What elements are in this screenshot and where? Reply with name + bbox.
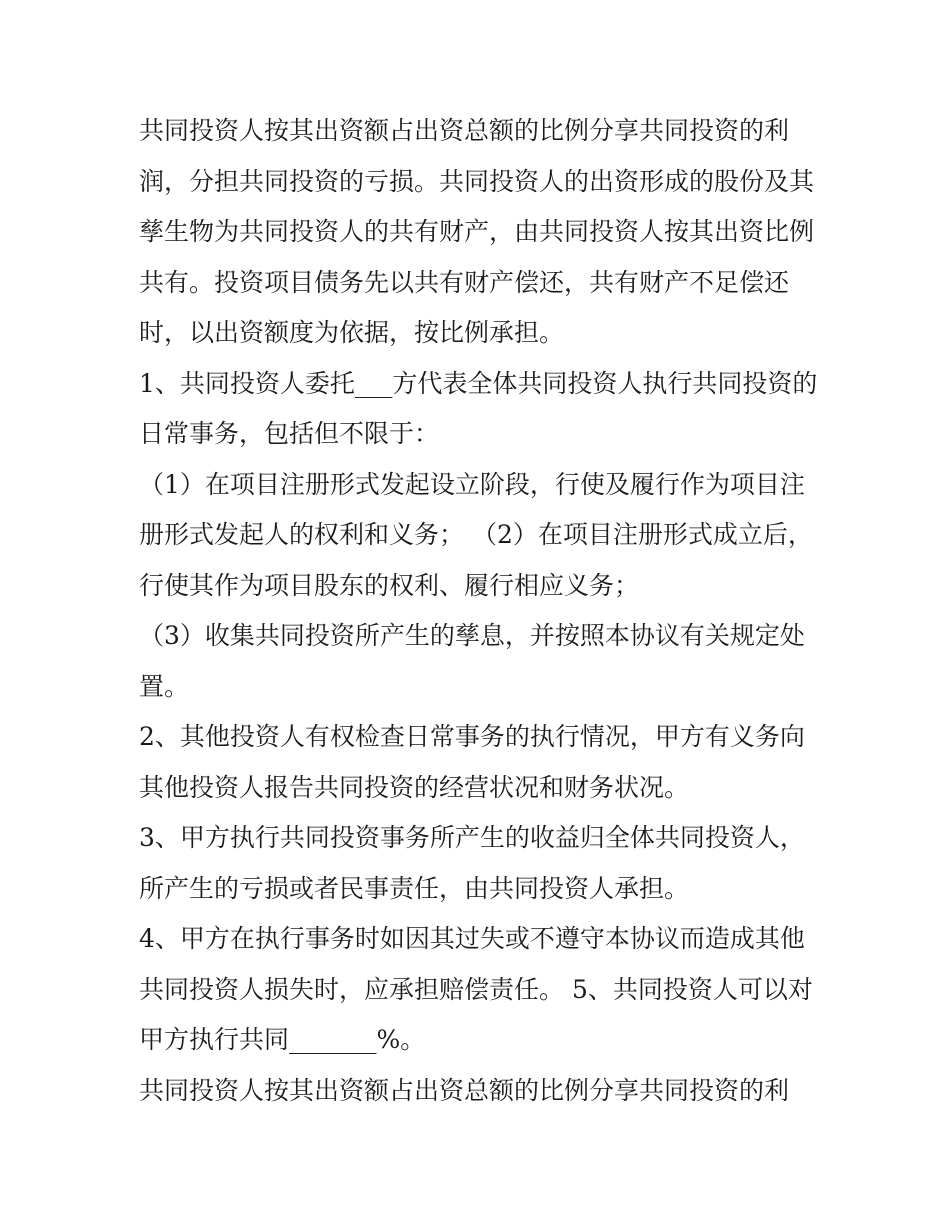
text-line: 所产生的亏损或者民事责任，由共同投资人承担。 [139,873,690,903]
text-line: 4、甲方在执行事务时如因其过失或不遵守本协议而造成其他 [139,924,805,953]
text-line: 共同投资人按其出资额占出资总额的比例分享共同投资的利 [139,116,790,145]
text-line: 3、甲方执行共同投资事务所产生的收益归全体共同投资人， [139,823,805,852]
text-line: 孳生物为共同投资人的共有财产，由共同投资人按其出资比例 [139,217,815,246]
text-line: 共同投资人按其出资额占出资总额的比例分享共同投资的利 [139,1075,790,1105]
text-line: （3）收集共同投资所产生的孳息，并按照本协议有关规定处 [139,621,805,650]
text-line: 其他投资人报告共同投资的经营状况和财务状况。 [139,772,690,802]
text-line: 置。 [139,671,190,701]
text-line: 册形式发起人的权利和义务； （2）在项目注册形式成立后， [139,520,813,549]
text-line: 日常事务，包括但不限于： [139,419,440,448]
text-line: 共有。投资项目债务先以共有财产偿还，共有财产不足偿还 [139,267,790,297]
text-line: 润，分担共同投资的亏损。共同投资人的出资形成的股份及其 [139,166,815,196]
text-line: 甲方执行共同_______%。 [139,1025,426,1054]
document-body [139,106,819,1116]
text-line: 1、共同投资人委托___方代表全体共同投资人执行共同投资的 [139,368,818,398]
text-line: 行使其作为项目股东的权利、履行相应义务； [139,570,640,600]
text-line: 共同投资人损失时，应承担赔偿责任。 5、共同投资人可以对 [139,974,813,1004]
text-line: （1）在项目注册形式发起设立阶段，行使及履行作为项目注 [139,469,805,499]
text-line: 2、其他投资人有权检查日常事务的执行情况，甲方有义务向 [139,722,805,751]
text-line: 时，以出资额度为依据，按比例承担。 [139,318,565,347]
